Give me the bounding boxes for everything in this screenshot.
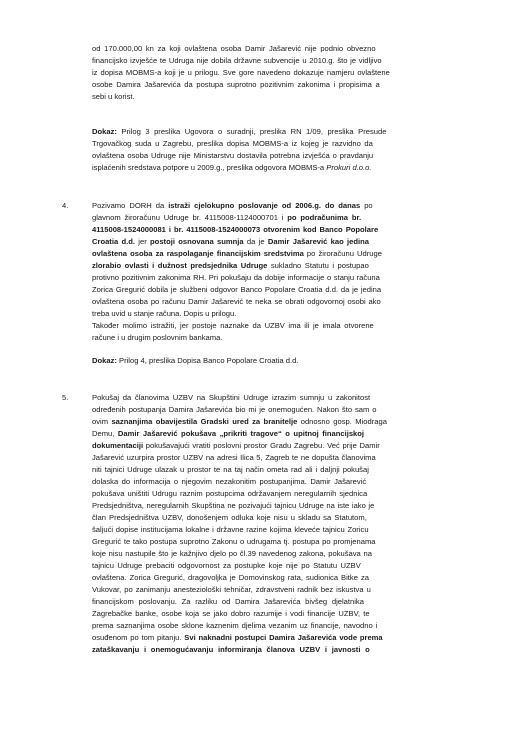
text-run: sukladno Statutu i postupao <box>267 261 369 270</box>
text-line: ovlaštena osoba po računu Damir Jašarević te neka se obrati odgovornoj osobi ako <box>92 297 381 306</box>
text-line: treba uvid u stanje računa. Dopis u prilogu. <box>92 309 237 318</box>
text-run: odnosno gosp. Miodraga <box>297 417 387 426</box>
text-run-bold: Damir Jašarević kao jedina <box>267 237 370 246</box>
text-run: po <box>360 201 373 210</box>
text-line: od 170.000,00 kn za koji ovlaštena osoba Damir Jašarević nije podnio obvezno <box>92 44 376 53</box>
text-line: tajnicu Udruge prebaciti odgovornost za postupke koje nije po Statutu UZBV <box>92 561 361 570</box>
text-line: ovlaštena. Zorica Gregurić, dragovoljka je Domovinskog rata, sudionica Bitke za <box>92 573 369 582</box>
text-run: jer <box>134 237 151 246</box>
text-run-bold: istraži cjelokupno poslovanje od 2006.g. do danas <box>168 201 361 210</box>
text-line: Predsjedništva, neregularnih Skupština ne pozivajući tajnicu Udruge na iste iako je <box>92 501 375 510</box>
text-line: Također molimo istražiti, jer postoje naznake da UZBV ima ili je imala otvorene <box>92 321 374 330</box>
text-line: Zorica Gregurić dobila je službeni odgovor Banco Popolare Croatia d.d. da je jedina <box>92 285 382 294</box>
text-run-bold: zlorabio ovlasti i dužnost predsjednika Udruge <box>92 261 268 270</box>
text-line: sebi u korist. <box>92 92 135 101</box>
text-line: osobe Damira Jašarevića da postupa suprotno pozitivnim zakonima i propisima a <box>92 80 380 89</box>
text-line-bold: zataškavanju i onemogućavanju informiranja članova UZBV i javnosti o <box>92 645 370 654</box>
text-line: račune i u drugim poslovnim bankama. <box>92 333 223 342</box>
text-line: šaljući dopise institucijama lokalne i državne razine kojima kleveće tajnicu Zoricu <box>92 525 369 534</box>
text-run: osuđenom po tom pitanju. <box>92 633 185 642</box>
text-line: protivno pozitivnim zakonima RH. Pri pokušaju da dobije informacije o stanju računa <box>92 273 380 282</box>
text-line: Zagrebačke banke, osobe koja se jako dobro razumije i vodi financije UZBV, te <box>92 609 370 618</box>
text-line: Vukovar, po zanimanju anesteziološki tehničar, zdravstveni radnik bez iskustva u <box>92 585 371 594</box>
text-run-bold: Damir Jašarević pokušava „prikriti tragove“ o upitnoj financijskoj <box>117 429 365 438</box>
text-run-bold: postoji osnovana sumnja <box>150 237 244 246</box>
text-run: po žiroračunu Udruge <box>303 249 382 258</box>
text-line: financijsko izvješće te Udruga nije dobila državne subvencije u 2010.g. što je vidljivo <box>92 56 382 65</box>
text-line: koje nisu nastupile što je kažnjivo djelo po čl.39 navedenog zakona, pokušava na <box>92 549 372 558</box>
evidence-text: Prilog 3 preslika Ugovora o suradnji, preslika RN 1/09, preslika Presude <box>116 127 387 136</box>
text-line: iz dopisa MOBMS-a koji je u prilogu. Sve gore navedeno dokazuje namjeru ovlaštene <box>92 68 390 77</box>
text-run-bold: dokumentaciji <box>92 441 144 450</box>
text-line: Jašarević uzurpira prostor UZBV na adresi Ilica 5, Zagreb te ne dopušta članovima <box>92 453 376 462</box>
text-run-bold: saznanjima obavijestila Gradski ured za branitelje <box>111 417 298 426</box>
text-run: glavnom žiroračunu Udruge br. 4115008-1124000701 i <box>92 213 288 222</box>
text-run: ovim <box>92 417 112 426</box>
evidence-text: Prilog 4, preslika Dopisa Banco Popolare Croatia d.d. <box>116 356 299 365</box>
list-number: 5. <box>62 393 69 402</box>
company-name: Prokuri d.o.o. <box>326 163 372 172</box>
text-run-bold: Croatia d.d. <box>92 237 135 246</box>
text-line: niti tajnici Udruge ulazak u prostor te na taj način ometa rad ali i daljnji pokušaj <box>92 465 369 474</box>
evidence-label: Dokaz: <box>92 356 117 365</box>
text-run: Demu, <box>92 429 118 438</box>
text-run: da je <box>243 237 268 246</box>
list-number: 4. <box>62 201 69 210</box>
text-line: Gregurić te tako postupa suprotno Zakonu o udrugama tj. postupa po promjenama <box>92 537 376 546</box>
text-run: Pozivamo DORH da <box>92 201 169 210</box>
text-line: član Predsjedništva UZBV, donošenjem odluka koje nisu u skladu sa Statutom, <box>92 513 367 522</box>
text-line: ovlaštena osoba Udruge nije Ministarstvu dostavila potrebna izvješća o pravdanju <box>92 151 374 160</box>
text-run-bold: Svi naknadni postupci Damira Jašarevića vode prema <box>184 633 383 642</box>
text-line: određenih postupanja Damira Jašarevića bio mi je onemogućen. Nakon što sam o <box>92 405 377 414</box>
evidence-paragraph-4 <box>92 356 298 366</box>
text-line: dolaska do informacija o njegovim nezakonitim postupanjima. Damir Jašarević <box>92 477 367 486</box>
text-line: prema saznanjima osobe sklone kaznenim djelima vezanim uz financije, navodno i <box>92 621 378 630</box>
evidence-label: Dokaz: <box>92 127 117 136</box>
text-line: isplaćenih sredstava potpore u 2009.g., preslika odgovora MOBMS-a <box>92 163 327 172</box>
text-run: pokušavajući vratiti poslovni prostor Gradu Zagrebu. Već prije Damir <box>143 441 380 450</box>
text-line-bold: 4115008-1524000081 i br. 4115008-1524000073 otvorenim kod Banco Popolare <box>92 225 379 234</box>
text-line: Pokušaj da članovima UZBV na Skupštini Udruge izrazim sumnju u zakonitost <box>92 393 371 402</box>
text-run-bold: po podračunima br. <box>287 213 362 222</box>
text-run-bold: ovlaštena osoba za raspolaganje financijskim sredstvima <box>92 249 304 258</box>
text-line: Trgovačkog suda u Zagrebu, preslika dopisa MOBMS-a iz kojeg je razvidno da <box>92 139 373 148</box>
text-line: pokušava uništiti Udrugu raznim postupcima održavanjem neregularnih sjednica <box>92 489 368 498</box>
text-line: financijskom poslovanju. Za razliku od Damira Jašarevića bivšeg djelatnika <box>92 597 364 606</box>
